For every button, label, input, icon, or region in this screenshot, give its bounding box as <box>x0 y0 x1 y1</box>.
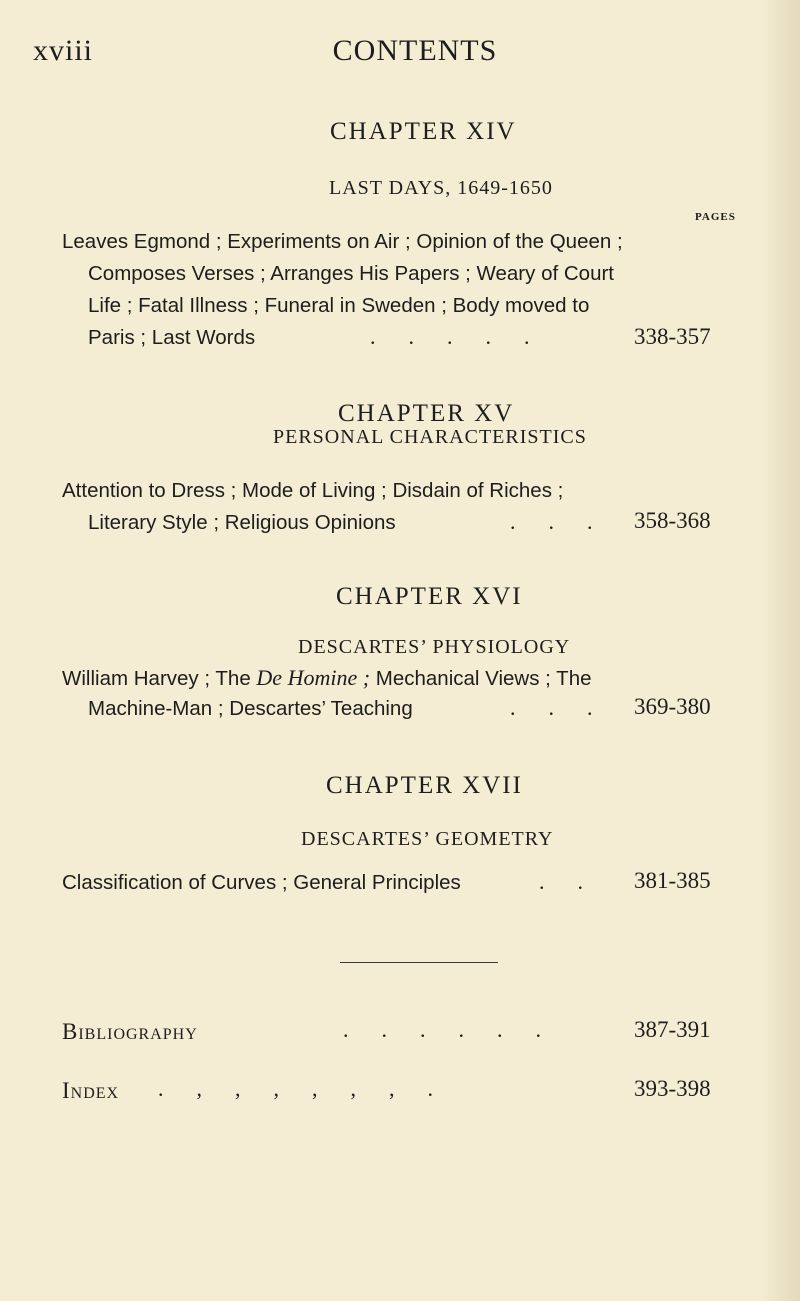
chapter-xvi-line-2: Machine-Man ; Descartes’ Teaching <box>88 697 413 720</box>
bibliography-pages: 387-391 <box>634 1017 711 1042</box>
chapter-xv-pages: 358-368 <box>634 508 711 533</box>
bibliography-leader-dots: . . . . . . <box>343 1017 541 1042</box>
chapter-xiv-leader-dots: . . . . . <box>370 324 530 349</box>
chapter-xiv-line-1: Leaves Egmond ; Experiments on Air ; Opinion of the Queen ; <box>62 230 623 253</box>
chapter-xvii-line-1: Classification of Curves ; General Principles <box>62 871 461 894</box>
running-title: CONTENTS <box>332 34 498 67</box>
chapter-xvii-pages: 381-385 <box>634 868 711 893</box>
chapter-xvi-line-1 <box>62 665 592 691</box>
index-leader-dots: . , , , , , , . <box>158 1076 433 1101</box>
page-number: xviii <box>33 34 94 67</box>
index-pages: 393-398 <box>634 1076 711 1101</box>
chapter-xv-subtitle: PERSONAL CHARACTERISTICS <box>273 426 587 448</box>
line-text-before: William Harvey ; The <box>62 667 257 690</box>
chapter-xvi-subtitle: DESCARTES’ PHYSIOLOGY <box>298 636 571 658</box>
chapter-xiv-subtitle: LAST DAYS, 1649-1650 <box>329 177 553 199</box>
chapter-xv-heading: CHAPTER XV <box>338 400 515 427</box>
chapter-xvi-heading: CHAPTER XVI <box>336 583 523 610</box>
chapter-xv-line-2: Literary Style ; Religious Opinions <box>88 511 396 534</box>
chapter-xvii-heading: CHAPTER XVII <box>326 772 523 799</box>
chapter-xv-line-1: Attention to Dress ; Mode of Living ; Disdain of Riches ; <box>62 479 564 502</box>
chapter-xiv-heading: CHAPTER XIV <box>330 118 517 145</box>
divider-rule <box>340 962 498 963</box>
page-edge-shadow <box>760 0 800 1301</box>
chapter-xvi-pages: 369-380 <box>634 694 711 719</box>
chapter-xiv-pages: 338-357 <box>634 324 711 349</box>
index-label: Index <box>62 1078 120 1103</box>
line-text-after: Mechanical Views ; The <box>370 667 592 690</box>
pages-column-label: PAGES <box>695 211 736 223</box>
chapter-xv-leader-dots: . . . <box>510 509 593 534</box>
chapter-xiv-line-4: Paris ; Last Words <box>88 326 256 349</box>
chapter-xvi-leader-dots: . . . <box>510 695 593 720</box>
italic-title: De Homine ; <box>256 665 371 690</box>
chapter-xiv-line-3: Life ; Fatal Illness ; Funeral in Sweden ; Body moved to <box>88 294 590 317</box>
bibliography-label: Bibliography <box>62 1019 198 1044</box>
chapter-xvii-subtitle: DESCARTES’ GEOMETRY <box>301 828 554 850</box>
chapter-xiv-line-2: Composes Verses ; Arranges His Papers ; Weary of Court <box>88 262 615 285</box>
chapter-xvii-leader-dots: . . <box>539 869 583 894</box>
